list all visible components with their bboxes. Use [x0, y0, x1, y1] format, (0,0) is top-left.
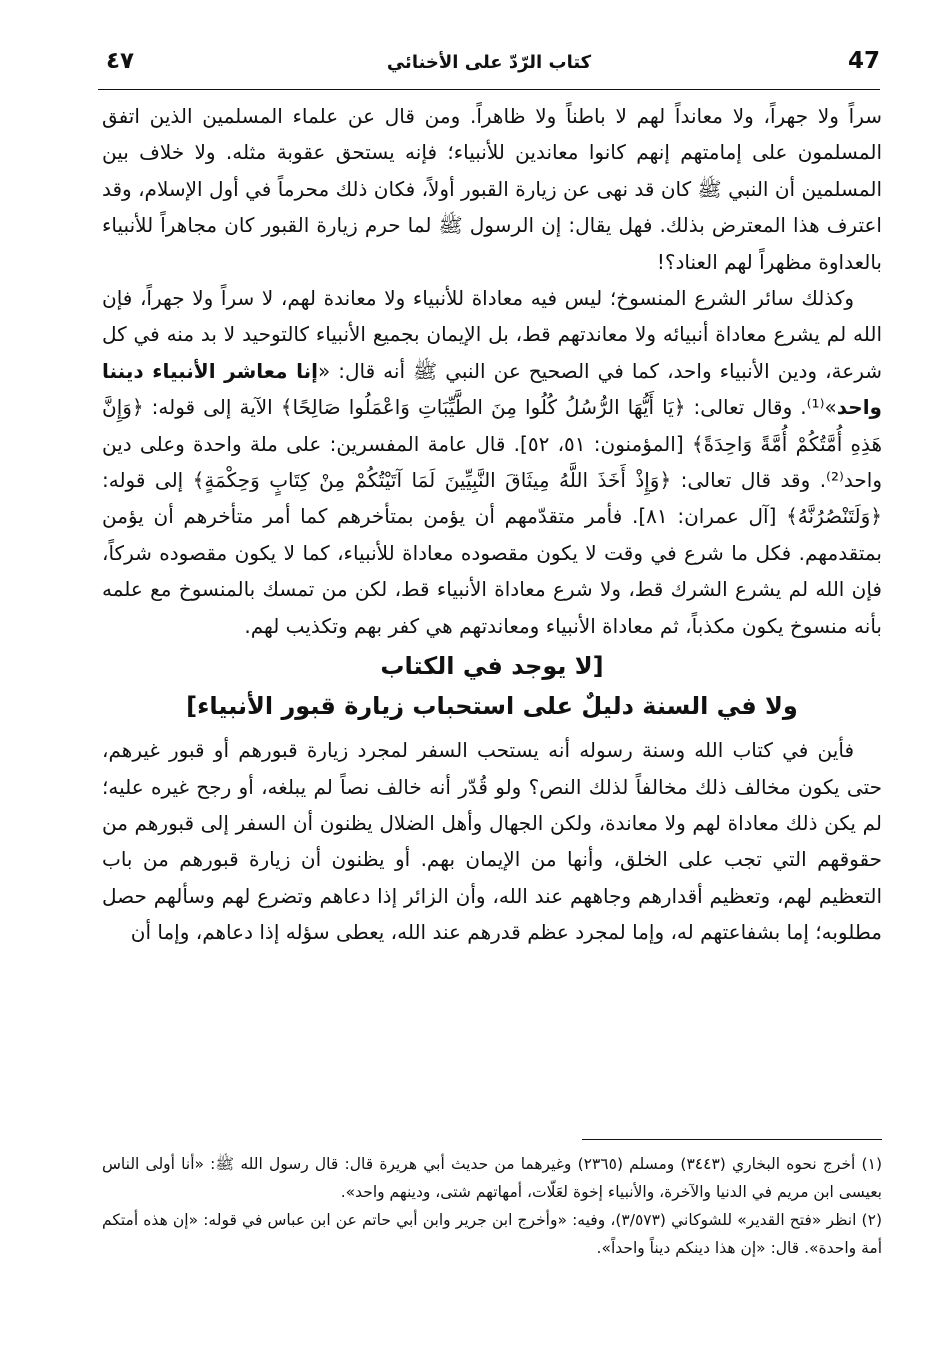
running-title: كتاب الرّدّ على الأخنائي [386, 52, 592, 73]
hadith-quote: إنا معاشر الأنبياء ديننا واحد [102, 358, 882, 420]
section-heading-line-2: ولا في السنة دليلٌ على استحباب زيارة قبور الأنبياء] [186, 692, 798, 721]
header-divider [98, 89, 880, 90]
footnote-2: (٢) انظر «فتح القدير» للشوكاني (٣/٥٧٣)، وفيه: «وأخرج ابن جرير وابن أبي حاتم عن ابن عباس في قوله: «إن هذه أمتكم أمة واحدة». قال: «إن هذا دينكم ديناً واحداً». [102, 1211, 882, 1257]
footnote-1: (١) أخرج نحوه البخاري (٣٤٤٣) ومسلم (٢٣٦٥) وغيرهما من حديث أبي هريرة قال: قال رسول الله ﷺ: «أنا أولى الناس بعيسى ابن مريم في الدنيا والآخرة، والأنبياء إخوة لعَلّات، أمهاتهم شتى، ودينهم واحد». [102, 1155, 882, 1201]
section-heading [102, 646, 882, 726]
paragraph-2-text-b: »⁽¹⁾. وقال تعالى: ﴿يَا أَيُّهَا الرُّسُلُ كُلُوا مِنَ الطَّيِّبَاتِ وَاعْمَلُوا صَالِحًا﴾ الآية إلى قوله: ﴿وَإِنَّ هَذِهِ أُمَّتُكُمْ أُمَّةً وَاحِدَةً﴾ [المؤمنون: ٥١، ٥٢]. قال عامة المفسرين: على ملة واحدة وعلى دين واحد⁽²⁾. وقد قال تعالى: ﴿وَإِذْ أَخَذَ اللَّهُ مِيثَاقَ النَّبِيِّينَ لَمَا آتَيْتُكُمْ مِنْ كِتَابٍ وَحِكْمَةٍ﴾ إلى قوله: ﴿وَلَتَنْصُرُنَّهُ﴾ [آل عمران: ٨١]. فأمر متقدّمهم أن يؤمن بمتأخرهم كما أمر متأخرهم أن يؤمن بمتقدمهم. فكل ما شرع في وقت لا يكون مقصوده معاداة للأنبياء، كما لا يكون مقصوده شركاً، فإن الله لم يشرع الشرك قط، ولا شرع معاداة الأنبياء قط، لكن من تمسك بالمنسوخ مع علمه بأنه منسوخ يكون مكذباً، ثم معاداة الأنبياء ومعاندتهم هي كفر بهم وتكذيب لهم. [102, 395, 883, 638]
footnotes [102, 1150, 882, 1262]
paragraph-1: سراً ولا جهراً، ولا معانداً لهم لا باطناً ولا ظاهراً. ومن قال عن علماء المسلمين الذين اتفق المسلمون على إمامتهم إنهم كانوا معاندين للأنبياء؛ فإنه يستحق عقوبة مثله. ولا خلاف بين المسلمين أن النبي ﷺ كان قد نهى عن زيارة القبور أولاً، فكان ذلك محرماً في أول الإسلام، وقد اعترف هذا المعترض بذلك. فهل يقال: إن الرسول ﷺ لما حرم زيارة القبور كان مجاهراً للأنبياء بالعداوة مظهراً لهم العناد؟! [102, 104, 882, 274]
paragraph-3: فأين في كتاب الله وسنة رسوله أنه يستحب السفر لمجرد زيارة قبورهم أو قبور غيرهم، حتى يكون مخالف ذلك مخالفاً لذلك النص؟ ولو قُدّر أنه خالف نصاً لم يبلغه، أو رجح غيره عليه؛ لم يكن ذلك معاداة لهم ولا معاندة، ولكن الجهال وأهل الضلال يظنون أن السفر إلى قبورهم من حقوقهم التي تجب على الخلق، وأنها من الإيمان بهم. أو يظنون أن زيارة قبورهم من باب التعظيم لهم، وتعظيم أقدارهم وجاههم عند الله، وأن الزائر إذا دعاهم وتضرع لهم وسألهم حصل مطلوبه؛ إما بشفاعتهم له، وإما لمجرد عظم قدرهم عند الله، يعطى سؤله إذا دعاهم، وإما أن [102, 738, 882, 945]
main-text [102, 98, 882, 951]
page-number-latin: 47 [847, 48, 880, 74]
paragraph-2 [102, 280, 882, 644]
page-header [98, 48, 880, 90]
paragraph-2-text-a: وكذلك سائر الشرع المنسوخ؛ ليس فيه معاداة للأنبياء ولا معاندة لهم، لا سراً ولا جهراً، فإن الله لم يشرع معاداة أنبيائه ولا معاندتهم قط، بل الإيمان بجميع الأنبياء كالتوحيد لا بد منه في كل شرعة، ودين الأنبياء واحد، كما في الصحيح عن النبي ﷺ أنه قال: « [102, 286, 882, 383]
section-heading-line-1: [لا يوجد في الكتاب [380, 652, 604, 681]
footnote-divider [582, 1139, 882, 1140]
page-number-arabic: ٤٧ [106, 48, 135, 74]
